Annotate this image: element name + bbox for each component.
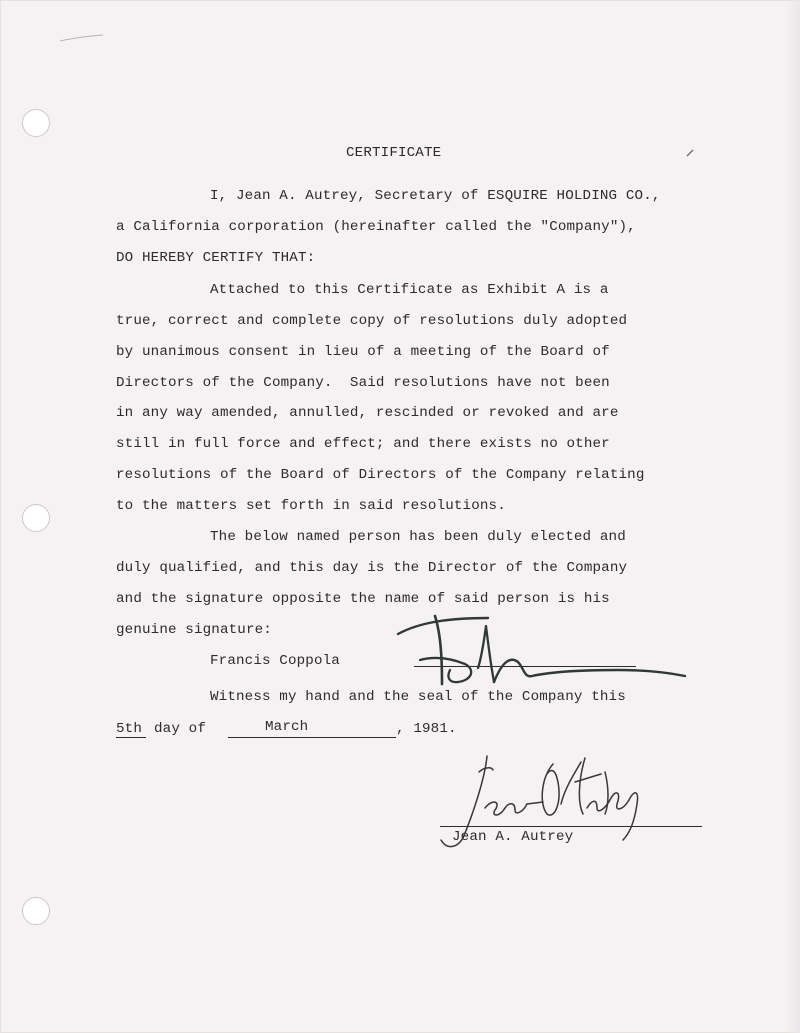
date-month: March (265, 719, 309, 735)
binder-hole-middle (22, 504, 50, 532)
date-year: , 1981. (396, 721, 457, 737)
pencil-mark (58, 30, 108, 44)
binder-hole-bottom (22, 897, 50, 925)
intro-line-2: a California corporation (hereinafter called the "Company"), (116, 219, 636, 235)
paragraph1-line-6: still in full force and effect; and there exists no other (116, 436, 610, 452)
paragraph2-line-2: duly qualified, and this day is the Director of the Company (116, 560, 628, 576)
intro-line-1: I, Jean A. Autrey, Secretary of ESQUIRE HOLDING CO., (210, 188, 661, 204)
director-name: Francis Coppola (210, 653, 340, 669)
paragraph2-line-1: The below named person has been duly elected and (210, 529, 626, 545)
witness-line: Witness my hand and the seal of the Company this (210, 689, 626, 705)
paragraph1-line-2: true, correct and complete copy of resolutions duly adopted (116, 313, 628, 329)
binder-hole-top (22, 109, 50, 137)
secretary-name: Jean A. Autrey (452, 829, 574, 845)
paragraph1-line-8: to the matters set forth in said resolutions. (116, 498, 506, 514)
paragraph2-line-3: and the signature opposite the name of said person is his (116, 591, 610, 607)
paragraph1-line-7: resolutions of the Board of Directors of the Company relating (116, 467, 645, 483)
date-day: 5th (116, 721, 142, 737)
paragraph1-line-5: in any way amended, annulled, rescinded or revoked and are (116, 405, 619, 421)
paragraph1-line-1: Attached to this Certificate as Exhibit A is a (210, 282, 609, 298)
paragraph1-line-3: by unanimous consent in lieu of a meeting of the Board of (116, 344, 610, 360)
coppola-signature (390, 612, 690, 692)
paragraph2-line-4: genuine signature: (116, 622, 272, 638)
intro-line-3: DO HEREBY CERTIFY THAT: (116, 250, 316, 266)
date-day-of: day of (154, 721, 206, 737)
day-underline (116, 737, 146, 738)
ink-speck (685, 148, 695, 158)
month-underline (228, 737, 396, 738)
paragraph1-line-4: Directors of the Company. Said resolutions have not been (116, 375, 610, 391)
autrey-signature (435, 748, 665, 852)
page-edge-shadow (786, 0, 800, 1033)
certificate-title: CERTIFICATE (346, 145, 442, 161)
